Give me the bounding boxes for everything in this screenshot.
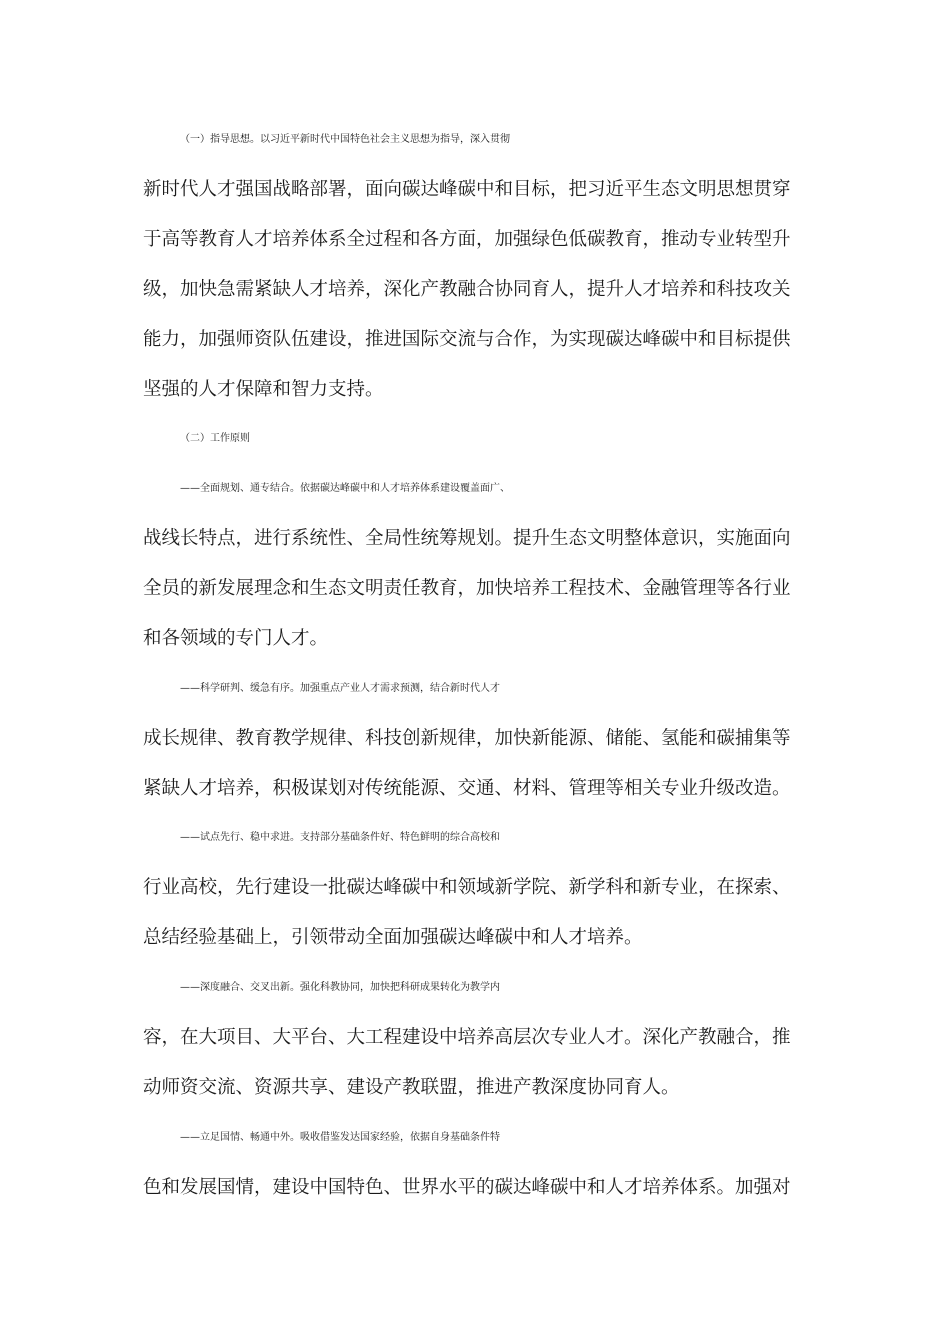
paragraph-line: 和各领域的专门人才。: [143, 628, 329, 649]
paragraph-line: 能力，加强师资队伍建设，推进国际交流与合作，为实现碳达峰碳中和目标提供: [143, 329, 791, 350]
paragraph-line: ——立足国情、畅通中外。吸收借鉴发达国家经验，依据自身基础条件特: [180, 1132, 500, 1143]
paragraph-line: 动师资交流、资源共享、建设产教联盟，推进产教深度协同育人。: [143, 1077, 680, 1098]
paragraph-line: 于高等教育人才培养体系全过程和各方面，加强绿色低碳教育，推动专业转型升: [143, 229, 791, 250]
paragraph-line: 战线长特点，进行系统性、全局性统筹规划。提升生态文明整体意识，实施面向: [143, 528, 791, 549]
paragraph-line: 新时代人才强国战略部署，面向碳达峰碳中和目标，把习近平生态文明思想贯穿: [143, 179, 791, 200]
paragraph-line: ——试点先行、稳中求进。支持部分基础条件好、特色鲜明的综合高校和: [180, 832, 500, 843]
paragraph-line: 坚强的人才保障和智力支持。: [143, 379, 384, 400]
paragraph-line: 容，在大项目、大平台、大工程建设中培养高层次专业人才。深化产教融合，推: [143, 1027, 791, 1048]
paragraph-line: 行业高校，先行建设一批碳达峰碳中和领域新学院、新学科和新专业，在探索、: [143, 877, 791, 898]
paragraph-line: 全员的新发展理念和生态文明责任教育，加快培养工程技术、金融管理等各行业: [143, 578, 791, 599]
paragraph-line: 成长规律、教育教学规律、科技创新规律，加快新能源、储能、氢能和碳捕集等: [143, 728, 791, 749]
paragraph-line: ——科学研判、缓急有序。加强重点产业人才需求预测，结合新时代人才: [180, 683, 500, 694]
paragraph-line: 紧缺人才培养，积极谋划对传统能源、交通、材料、管理等相关专业升级改造。: [143, 778, 791, 799]
section-heading: （二）工作原则: [180, 433, 250, 444]
paragraph-line: ——全面规划、通专结合。依据碳达峰碳中和人才培养体系建设覆盖面广、: [180, 483, 510, 494]
paragraph-line: 色和发展国情，建设中国特色、世界水平的碳达峰碳中和人才培养体系。加强对: [143, 1177, 791, 1198]
paragraph-line: 级，加快急需紧缺人才培养，深化产教融合协同育人，提升人才培养和科技攻关: [143, 279, 791, 300]
paragraph-line: ——深度融合、交叉出新。强化科教协同，加快把科研成果转化为教学内: [180, 982, 500, 993]
paragraph-line: 总结经验基础上，引领带动全面加强碳达峰碳中和人才培养。: [143, 927, 643, 948]
paragraph-line: （一）指导思想。以习近平新时代中国特色社会主义思想为指导，深入贯彻: [180, 134, 510, 145]
